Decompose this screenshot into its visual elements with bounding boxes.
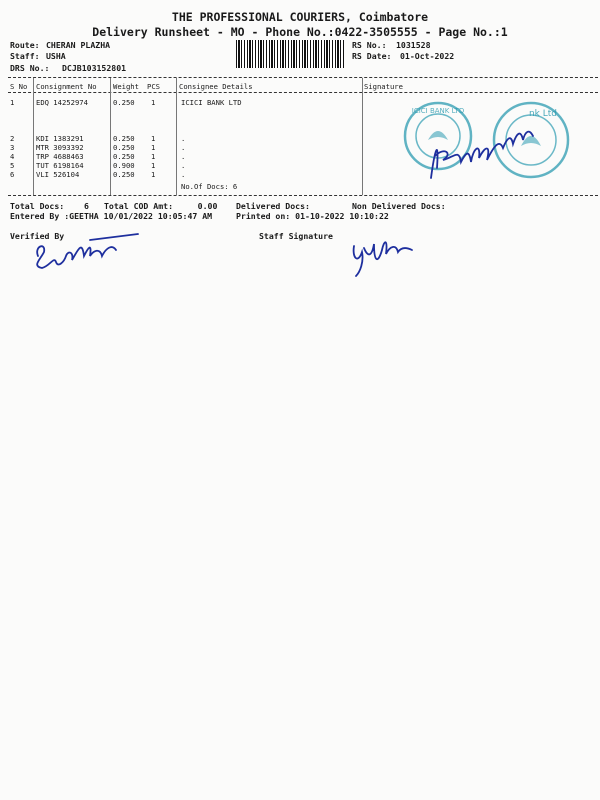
rs-no-value: 1031528 [396, 40, 431, 50]
row-consignee: . [181, 143, 186, 152]
row-consignment: MTR 3093392 [36, 143, 84, 152]
row-pcs: 1 [151, 143, 156, 152]
col-divider [33, 78, 34, 195]
company-title: THE PROFESSIONAL COURIERS, Coimbatore [171, 10, 429, 24]
col-header-signature: Signature [364, 82, 403, 91]
row-sno: 1 [10, 98, 15, 107]
staff-value: USHA [46, 51, 66, 61]
row-weight: 0.250 [113, 170, 135, 179]
row-pcs: 1 [151, 170, 156, 179]
receiver-signature [425, 118, 545, 188]
col-divider [110, 78, 111, 195]
route-label: Route: [10, 40, 40, 50]
row-sno: 6 [10, 170, 15, 179]
table-header-rule [8, 92, 598, 93]
total-docs: Total Docs: 6 [10, 201, 89, 211]
row-consignee: . [181, 152, 186, 161]
row-consignee: ICICI BANK LTD [181, 98, 242, 107]
col-divider [362, 78, 363, 195]
non-delivered-docs: Non Delivered Docs: [352, 201, 446, 211]
row-consignment: TRP 4688463 [36, 152, 84, 161]
rs-date-value: 01-Oct-2022 [400, 51, 455, 61]
col-header-weight: Weight [113, 82, 139, 91]
runsheet-subtitle: Delivery Runsheet - MO - Phone No.:0422-3505555 - Page No.:1 [92, 25, 508, 39]
col-header-sno: S No [10, 82, 28, 91]
table-top-rule [8, 77, 598, 78]
verified-by-label: Verified By [10, 231, 65, 241]
svg-text:ICICI BANK LTD: ICICI BANK LTD [411, 107, 465, 115]
col-divider [176, 78, 177, 195]
entered-by: Entered By :GEETHA 10/01/2022 10:05:47 AM [10, 211, 213, 221]
row-pcs: 1 [151, 134, 156, 143]
row-weight: 0.250 [113, 134, 135, 143]
row-consignment: VLI 526104 [36, 170, 80, 179]
printed-on: Printed on: 01-10-2022 10:10:22 [236, 211, 389, 221]
col-header-consignment: Consignment No [36, 82, 97, 91]
row-weight: 0.900 [113, 161, 135, 170]
row-consignment: KDI 1383291 [36, 134, 84, 143]
row-sno: 5 [10, 161, 15, 170]
staff-signature-label: Staff Signature [259, 231, 333, 241]
row-weight: 0.250 [113, 143, 135, 152]
table-bottom-rule [8, 195, 598, 196]
row-pcs: 1 [151, 161, 156, 170]
drs-label: DRS No.: [10, 63, 50, 73]
row-consignment: TUT 6198164 [36, 161, 84, 170]
verifier-signature [30, 226, 150, 274]
drs-value: DCJB103152801 [62, 63, 127, 73]
row-consignee: . [181, 161, 186, 170]
row-sno: 2 [10, 134, 15, 143]
barcode [236, 40, 344, 68]
row-consignee: . [181, 170, 186, 179]
rs-date-label: RS Date: [352, 51, 392, 61]
route-value: CHERAN PLAZHA [46, 40, 111, 50]
row-sno: 3 [10, 143, 15, 152]
total-cod-amount: Total COD Amt: 0.00 [104, 201, 218, 211]
row-weight: 0.250 [113, 152, 135, 161]
col-header-pcs: PCS [147, 82, 160, 91]
staff-signature [348, 228, 418, 278]
svg-text:nk Ltd: nk Ltd [528, 109, 558, 119]
row-weight: 0.250 [113, 98, 135, 107]
row-pcs: 1 [151, 98, 156, 107]
row-consignee: . [181, 134, 186, 143]
delivered-docs: Delivered Docs: [236, 201, 310, 211]
rs-no-label: RS No.: [352, 40, 387, 50]
row-consignment: EDQ 14252974 [36, 98, 88, 107]
no-of-docs: No.Of Docs: 6 [181, 182, 238, 191]
staff-label: Staff: [10, 51, 40, 61]
col-header-consignee: Consignee Details [179, 82, 253, 91]
row-sno: 4 [10, 152, 15, 161]
row-pcs: 1 [151, 152, 156, 161]
